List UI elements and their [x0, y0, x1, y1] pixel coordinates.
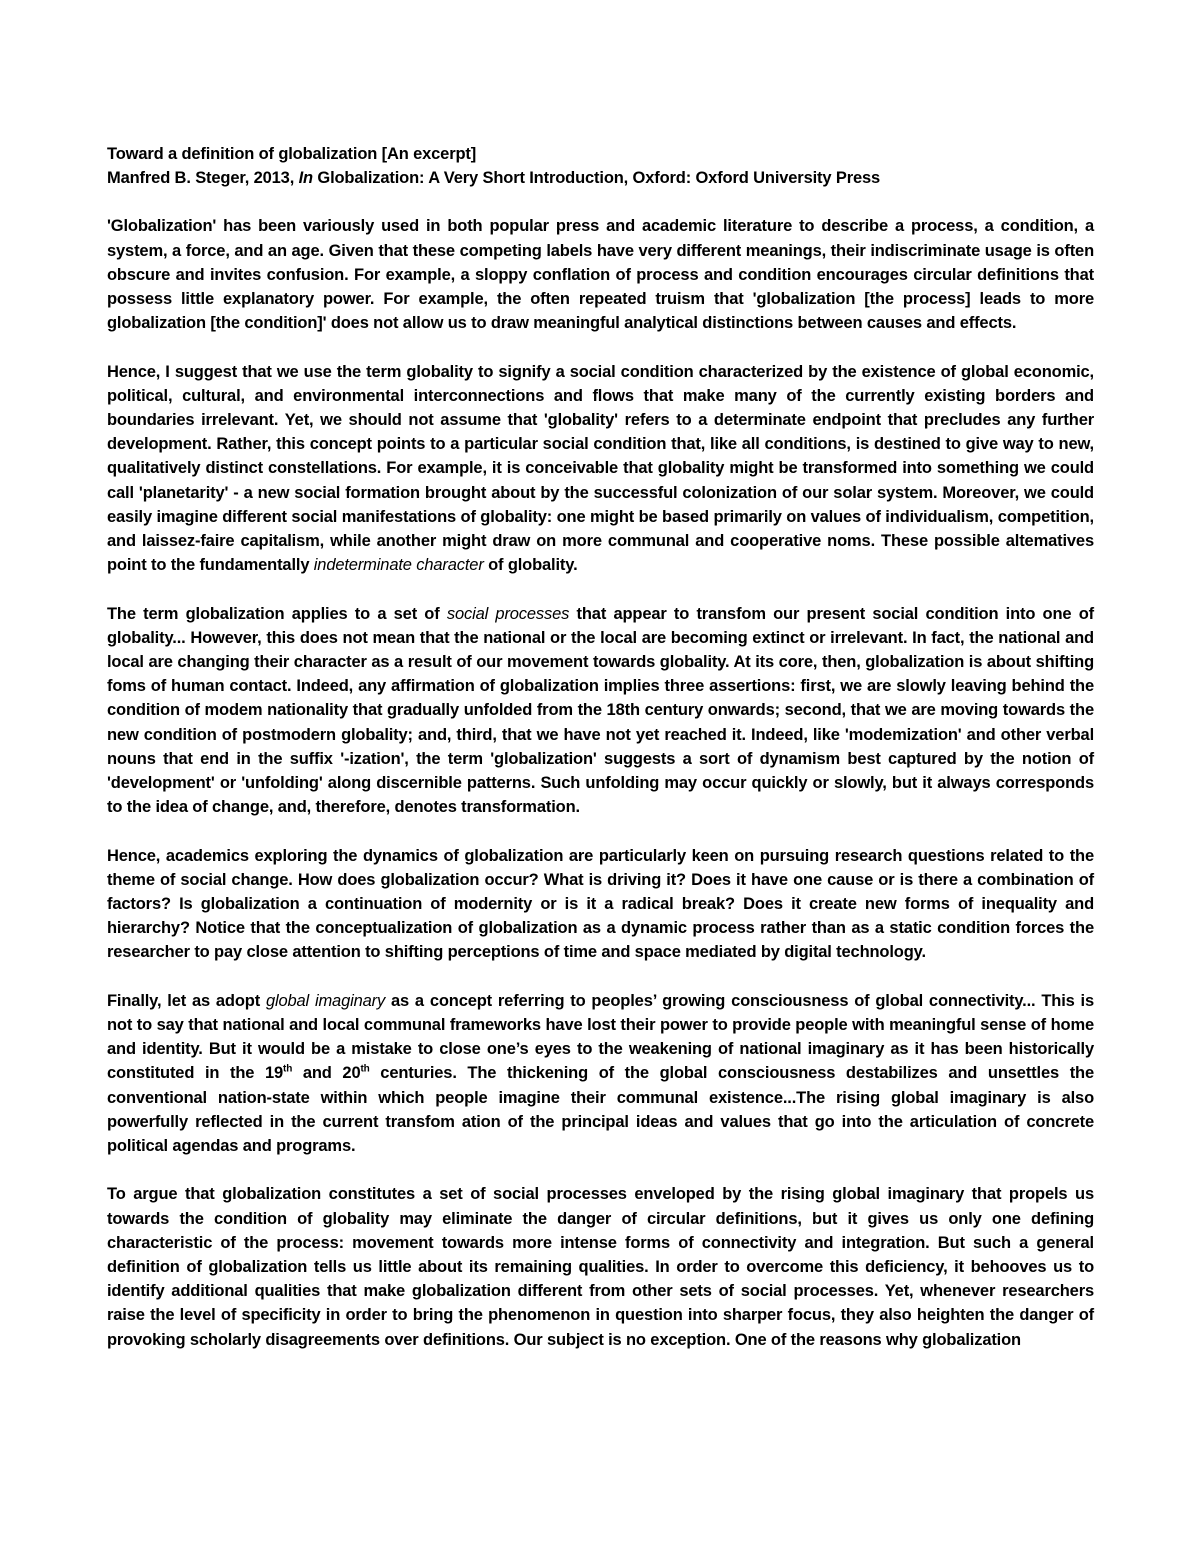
citation-line: [107, 166, 1094, 190]
paragraph-3: [107, 602, 1094, 820]
citation-suffix: Globalization: A Very Short Introduction, Oxford: Oxford University Press: [312, 169, 881, 188]
paragraph-5-text-c: and 20: [292, 1064, 361, 1083]
paragraph-4: Hence, academics exploring the dynamics of globalization are particularly keen on pursuing research questions related to the theme of social change. How does globalization occur? What is driving it? Does it have one cause or is there a combination of factors? Is globalization a continuation of modernity or is it a radical break? Does it create new forms of inequality and hierarchy? Notice that the conceptualization of globalization as a dynamic process rather than as a static condition forces the researcher to pay close attention to shifting perceptions of time and space mediated by digital technology.: [107, 846, 1094, 962]
paragraph-2-text-b: of globality.: [483, 556, 578, 575]
document-title: Toward a definition of globalization [An excerpt]: [107, 145, 477, 163]
citation-prefix: Manfred B. Steger, 2013,: [107, 169, 299, 188]
paragraph-3-text-a: The term globalization applies to a set of: [107, 604, 447, 623]
paragraph-2-emphasis: indeterminate character: [313, 556, 484, 575]
paragraph-3-emphasis: social processes: [446, 604, 570, 623]
paragraph-5-text-a: Finally, let as adopt: [107, 991, 266, 1010]
paragraph-5: [107, 989, 1094, 1158]
superscript-th-1: th: [283, 1063, 293, 1075]
paragraph-2-text-a: Hence, I suggest that we use the term globality to signify a social condition characterized by the existence of global economic, political, cultural, and environmental interconnections and flows that make many of the currently existing borders and boundaries irrelevant. Yet, we should not assume that 'globality' refers to a determinate endpoint that precludes any further development. Rather, this concept points to a particular social condition that, like all conditions, is destined to give way to new, qualitatively distinct constellations. For example, it is conceivable that globality might be transformed into something we could call 'planetarity' - a new social formation brought about by the successful colonization of our solar system. Moreover, we could easily imagine different social manifestations of globality: one might be based primarily on values of individualism, competition, and laissez-faire capitalism, while another might draw on more communal and cooperative noms. These possible altematives point to the fundamentally: [107, 362, 1094, 575]
document-page: [107, 142, 1094, 1376]
paragraph-3-text-b: that appear to transfom our present social condition into one of globality... However, this does not mean that the national or the local are becoming extinct or irrelevant. In fact, the national and local are changing their character as a result of our movement towards globality. At its core, then, globalization is about shifting foms of human contact. Indeed, any affirmation of globalization implies three assertions: first, we are slowly leaving behind the condition of modem nationality that gradually unfolded from the 18th century onwards; second, that we are moving towards the new condition of postmodern globality; and, third, that we have not yet reached it. Indeed, like 'modemization' and other verbal nouns that end in the suffix '-ization', the term 'globalization' suggests a sort of dynamism best captured by the notion of 'development' or 'unfolding' along discernible patterns. Such unfolding may occur quickly or slowly, but it always corresponds to the idea of change, and, therefore, denotes transformation.: [107, 604, 1094, 817]
paragraph-6: To argue that globalization constitutes a set of social processes enveloped by the rising global imaginary that propels us towards the condition of globality may eliminate the danger of circular definitions, but it gives us only one defining characteristic of the process: movement towards more intense forms of connectivity and integration. But such a general definition of globalization tells us little about its remaining qualities. In order to overcome this deficiency, it behooves us to identify additional qualities that make globalization different from other sets of social processes. Yet, whenever researchers raise the level of specificity in order to bring the phenomenon in question into sharper focus, they also heighten the danger of provoking scholarly disagreements over definitions. Our subject is no exception. One of the reasons why globalization: [107, 1185, 1094, 1349]
paragraph-2: [107, 360, 1094, 578]
paragraph-1: 'Globalization' has been variously used in both popular press and academic literature to describe a process, a condition, a system, a force, and an age. Given that these competing labels have very different meanings, their indiscriminate usage is often obscure and invites confusion. For example, a sloppy conflation of process and condition encourages circular definitions that possess little explanatory power. For example, the often repeated truism that 'globalization [the process] leads to more globalization [the condition]' does not allow us to draw meaningful analytical distinctions between causes and effects.: [107, 217, 1094, 333]
header-block: [107, 142, 1094, 190]
superscript-th-2: th: [360, 1063, 370, 1075]
citation-in: In: [298, 169, 313, 188]
paragraph-5-text-b: as a concept referring to peoples’ growing consciousness of global connectivity... This is not to say that national and local communal frameworks have lost their power to provide people with meaningful sense of home and identity. But it would be a mistake to close one’s eyes to the weakening of national imaginary as it has been historically constituted in the 19: [107, 991, 1094, 1083]
paragraph-5-text-d: centuries. The thickening of the global consciousness destabilizes and unsettles the conventional nation-state within which people imagine their communal existence...The rising global imaginary is also powerfully reflected in the current transfom ation of the principal ideas and values that go into the articulation of concrete political agendas and programs.: [107, 1064, 1094, 1156]
paragraph-5-emphasis: global imaginary: [265, 991, 386, 1010]
